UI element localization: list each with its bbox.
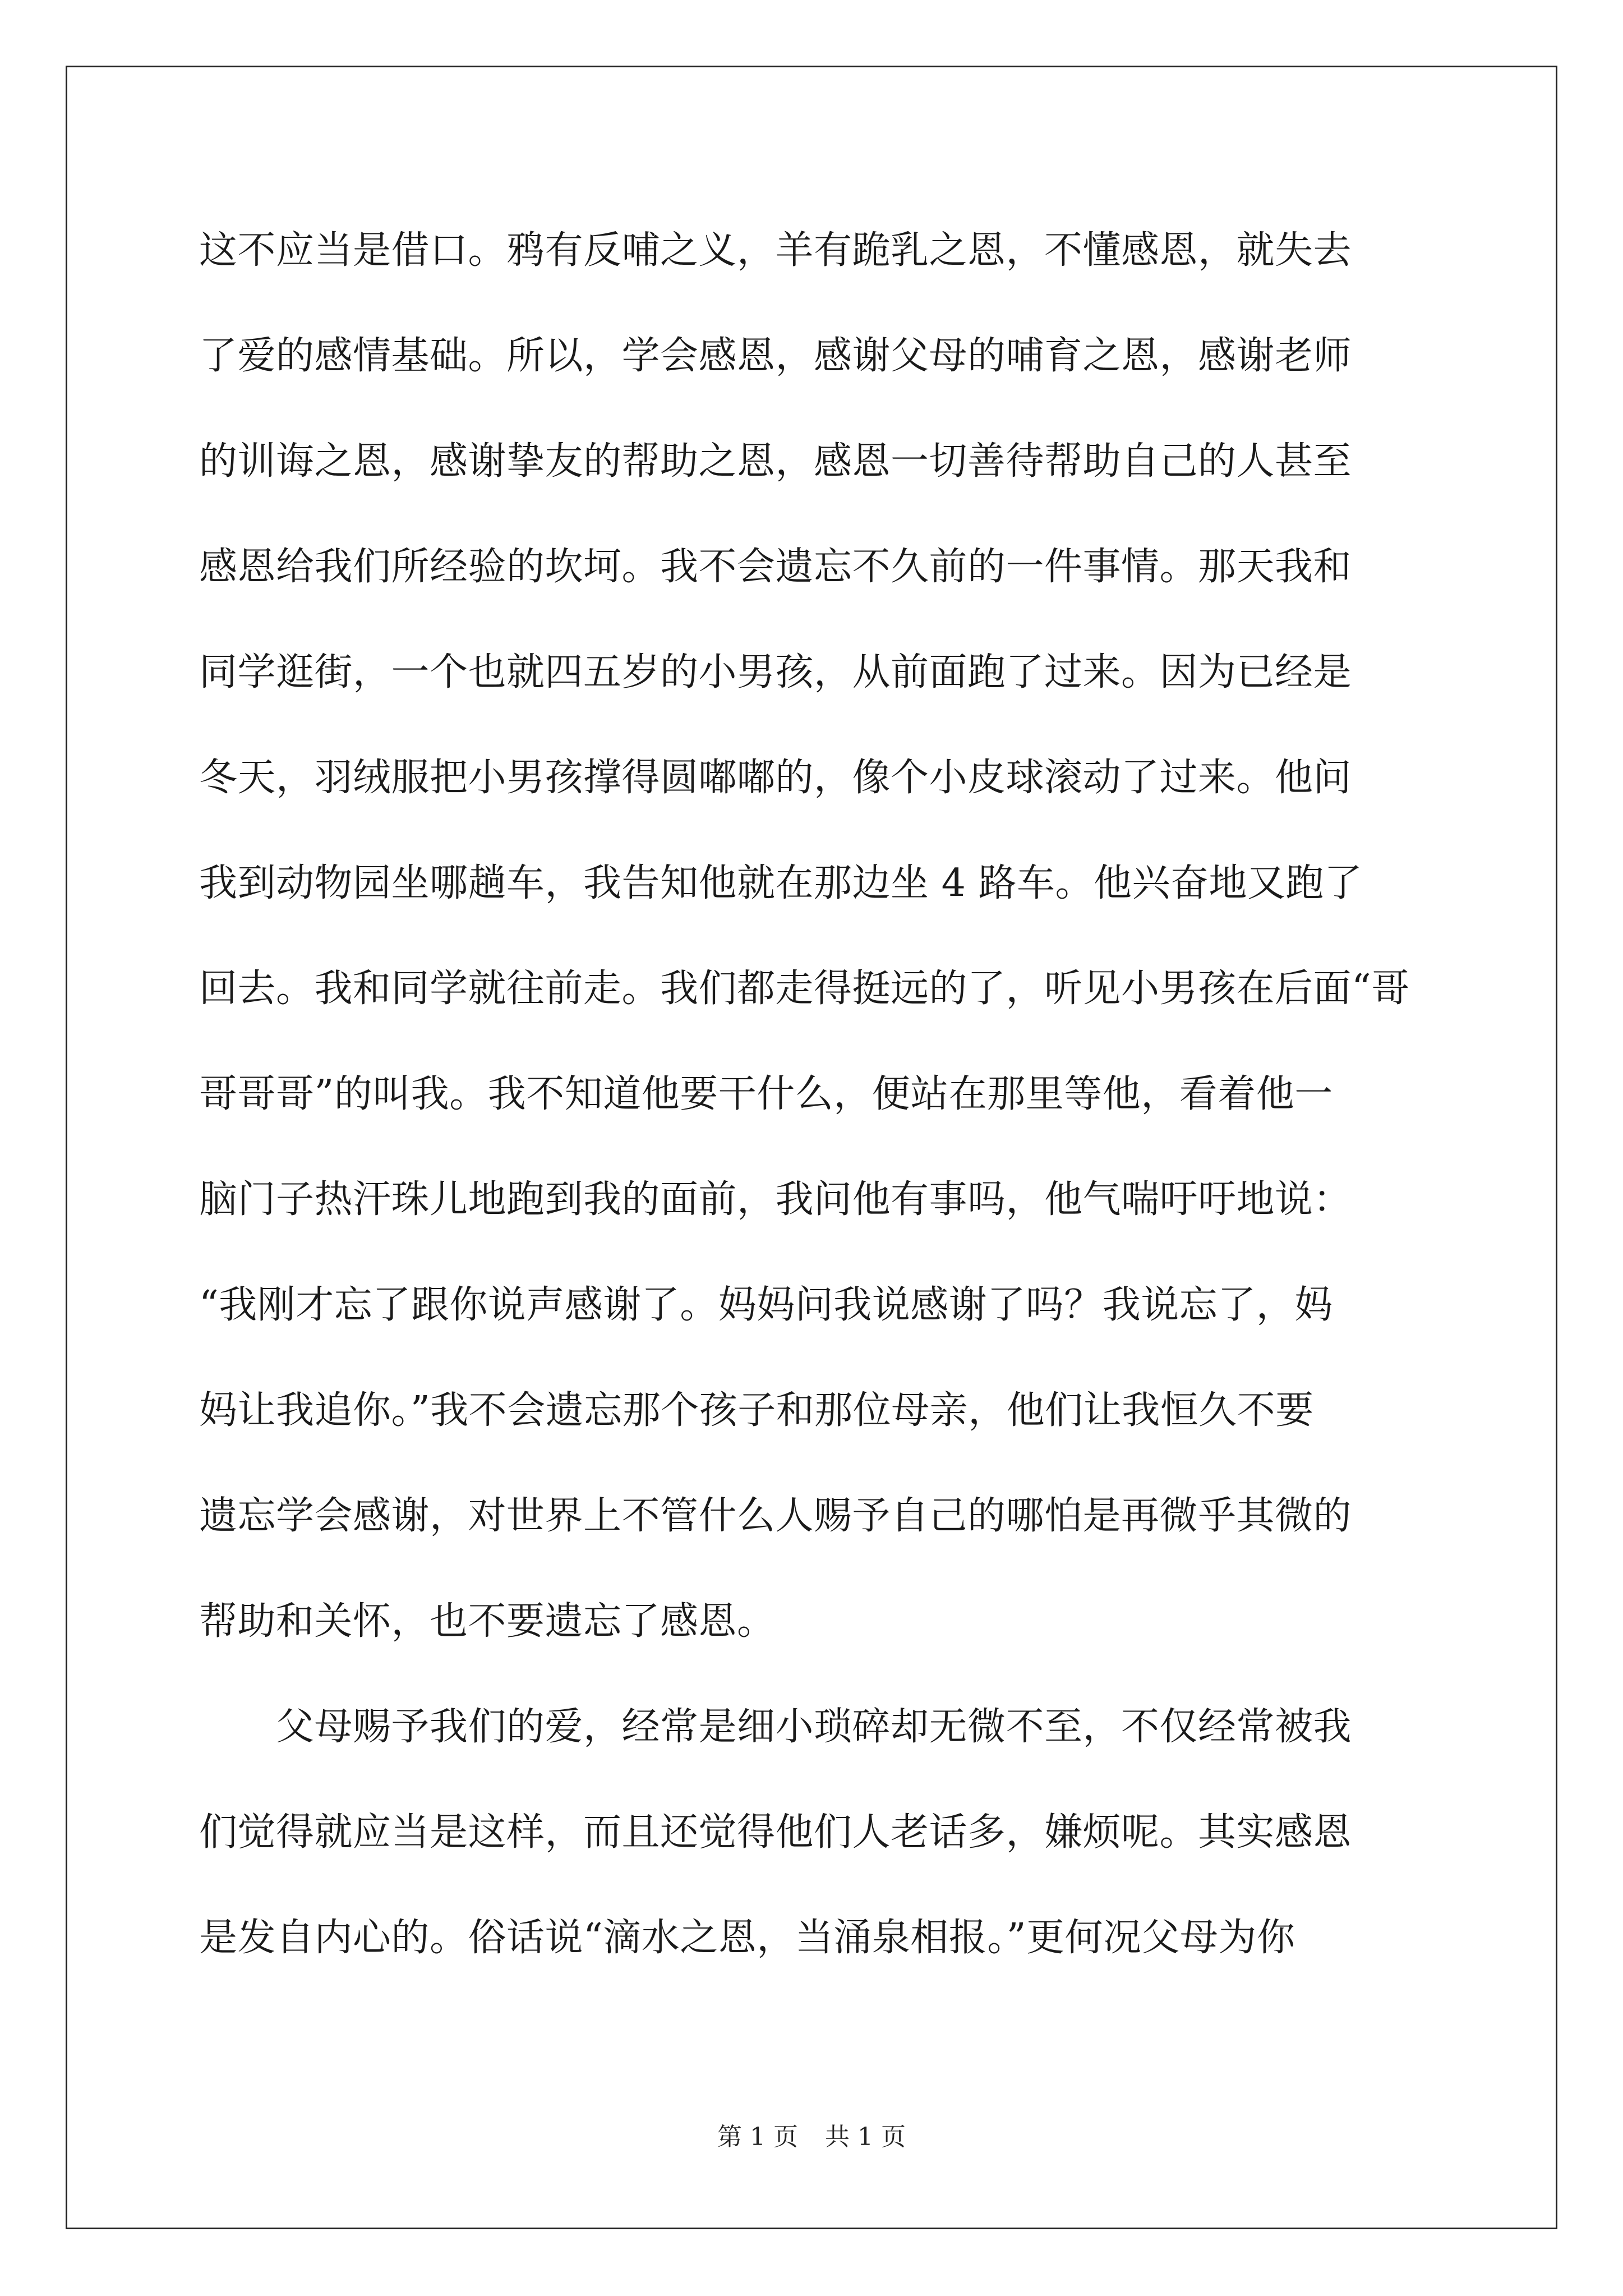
text-line: 感恩给我们所经验的坎坷。我不会遗忘不久前的一件事情。那天我和 bbox=[199, 545, 1352, 589]
text-line: 的训诲之恩，感谢挚友的帮助之恩，感恩一切善待帮助自己的人甚至 bbox=[199, 439, 1352, 484]
text-line: 们觉得就应当是这样，而且还觉得他们人老话多，嫌烦呢。其实感恩 bbox=[199, 1810, 1352, 1855]
text-line: 帮助和关怀，也不要遗忘了感恩。 bbox=[199, 1599, 776, 1644]
text-line: 哥哥哥”的叫我。我不知道他要干什么，便站在那里等他，看着他一 bbox=[199, 1072, 1333, 1116]
page-number: 第 1 页 bbox=[717, 2123, 798, 2151]
text-line: 我到动物园坐哪趟车，我告知他就在那边坐 4 路车。他兴奋地又跑了 bbox=[199, 861, 1363, 905]
text-line: 脑门子热汗珠儿地跑到我的面前，我问他有事吗，他气喘吁吁地说： bbox=[199, 1177, 1352, 1222]
page-footer bbox=[0, 2120, 1623, 2154]
text-line: 冬天，羽绒服把小男孩撑得圆嘟嘟的，像个小皮球滚动了过来。他问 bbox=[199, 756, 1352, 800]
text-line: 这不应当是借口。鸦有反哺之义，羊有跪乳之恩，不懂感恩，就失去 bbox=[199, 228, 1352, 273]
text-line: 是发自内心的。俗话说“滴水之恩，当涌泉相报。”更何况父母为你 bbox=[199, 1916, 1295, 1960]
text-line: 了爱的感情基础。所以，学会感恩，感谢父母的哺育之恩，感谢老师 bbox=[199, 334, 1352, 378]
text-line: 遗忘学会感谢，对世界上不管什么人赐予自己的哪怕是再微乎其微的 bbox=[199, 1494, 1352, 1538]
text-line: “我刚才忘了跟你说声感谢了。妈妈问我说感谢了吗？我说忘了，妈 bbox=[199, 1283, 1333, 1327]
page-total: 共 1 页 bbox=[825, 2123, 906, 2151]
paragraph-first-line: 父母赐予我们的爱，经常是细小琐碎却无微不至，不仅经常被我 bbox=[276, 1705, 1352, 1749]
text-line: 同学逛街，一个也就四五岁的小男孩，从前面跑了过来。因为已经是 bbox=[199, 650, 1352, 694]
text-line: 妈让我追你。”我不会遗忘那个孩子和那位母亲，他们让我恒久不要 bbox=[199, 1388, 1314, 1433]
text-line: 回去。我和同学就往前走。我们都走得挺远的了，听见小男孩在后面“哥 bbox=[199, 967, 1410, 1011]
document-body bbox=[199, 220, 1427, 2013]
